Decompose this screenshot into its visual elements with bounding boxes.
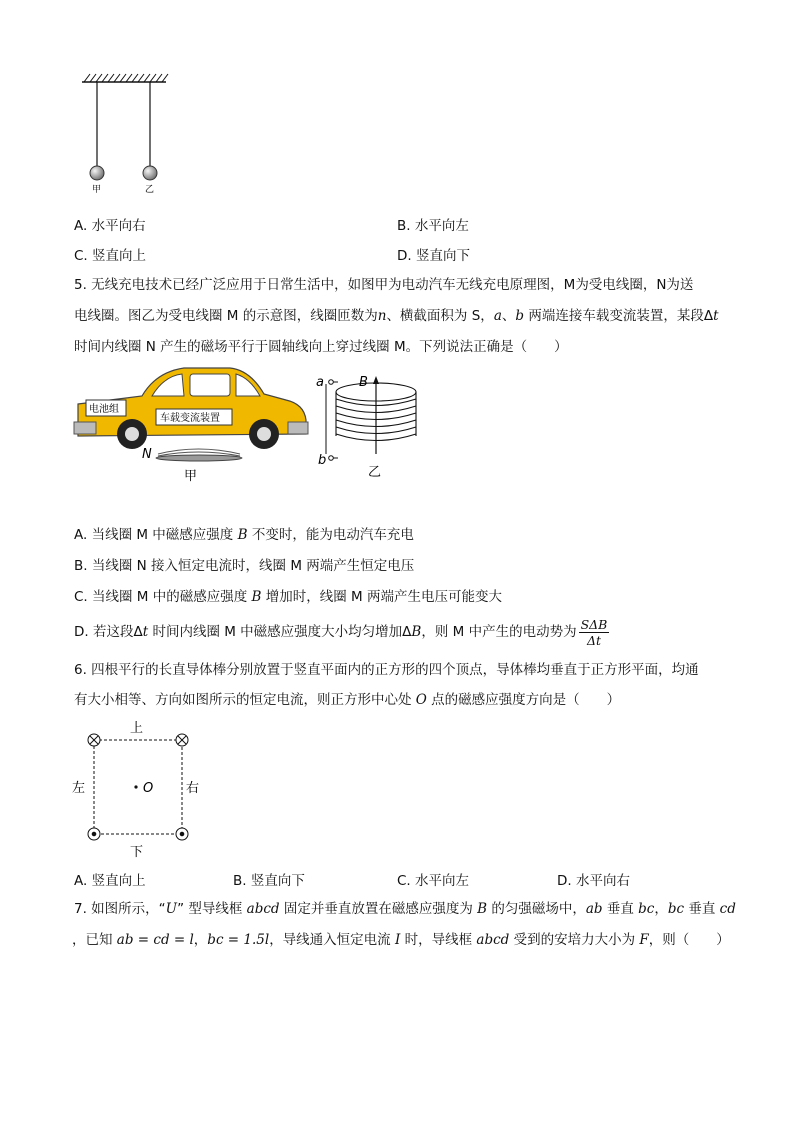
coil-m-figure [314,372,424,484]
terminal-b-label: b [318,453,327,468]
q6-line-2: 有大小相等、方向如图所示的恒定电流，则正方形中心处 O 点的磁感应强度方向是（ ） [74,692,621,708]
label-yi: 乙 [145,185,155,195]
label-right: 右 [186,781,200,796]
conductor-bottom-right-out [176,828,188,840]
q7-line-1: 7. 如图所示，“U” 型导线框 abcd 固定并垂直放置在磁感应强度为 B 的匀强磁场中，ab 垂直 bc，bc 垂直 cd [74,901,736,917]
emf-fraction: $\frac{\text{SΔB}}{\Delta t}$ [580,616,608,648]
conductor-bottom-left-out [88,828,100,840]
coil-n-label: N [142,447,152,462]
figure-jia-caption: 甲 [184,469,198,484]
q6-line-1: 6. 四根平行的长直导体棒分别放置于竖直平面内的正方形的四个顶点，导体棒均垂直于正方形平面，均通 [74,662,699,678]
q5-option-c: C. 当线圈 M 中的磁感应强度 B 增加时，线圈 M 两端产生电压可能变大 [74,589,502,605]
label-jia: 甲 [92,185,102,195]
terminal-a-label: a [316,375,324,390]
label-left: 左 [72,781,86,796]
field-b-label: B [359,375,368,390]
figure-yi-caption: 乙 [368,465,382,480]
label-bottom: 下 [130,845,144,860]
converter-label: 车载变流装置 [160,413,220,424]
q5-option-b: B. 当线圈 N 接入恒定电流时，线圈 M 两端产生恒定电压 [74,558,415,574]
battery-label: 电池组 [89,404,119,415]
q5-option-a: A. 当线圈 M 中磁感应强度 B 不变时，能为电动汽车充电 [74,527,414,543]
q5-option-d: D. 若这段Δt 时间内线圈 M 中磁感应强度大小均匀增加ΔB，则 M 中产生的电动势为 $\frac{\text{SΔB}}{\Delta t}$ [74,616,608,648]
q5-line-1: 5. 无线充电技术已经广泛应用于日常生活中，如图甲为电动汽车无线充电原理图，M为受电线圈，N为送 [74,277,694,293]
conductor-top-left-in [88,734,100,746]
q5-line-3: 时间内线圈 N 产生的磁场平行于圆轴线向上穿过线圈 M。下列说法正确是（ ） [74,339,568,355]
q4-option-b: B. 水平向左 [397,218,469,234]
center-point [134,785,137,788]
q7-line-2: ，已知 ab = cd = l，bc = 1.5l，导线通入恒定电流 I 时，导线框 abcd 受到的安培力大小为 F，则（ ） [72,932,730,948]
q4-option-d: D. 竖直向下 [397,248,470,264]
q6-option-b: B. 竖直向下 [233,873,305,889]
q6-option-c: C. 水平向左 [397,873,470,889]
square-conductors-figure [66,716,216,862]
q6-option-d: D. 水平向右 [557,873,630,889]
ball-jia [90,166,104,180]
center-label: O [143,781,154,796]
q4-option-c: C. 竖直向上 [74,248,147,264]
q4-option-a: A. 水平向右 [74,218,146,234]
ball-yi [143,166,157,180]
pendulum-figure [78,70,170,196]
q6-option-a: A. 竖直向上 [74,873,146,889]
conductor-top-right-in [176,734,188,746]
car-charging-figure [72,364,312,488]
q5-line-2: 电线圈。图乙为受电线圈 M 的示意图，线圈匝数为n、横截面积为 S，a、b 两端连接车载变流装置，某段Δt [74,308,719,324]
label-top: 上 [130,721,144,736]
